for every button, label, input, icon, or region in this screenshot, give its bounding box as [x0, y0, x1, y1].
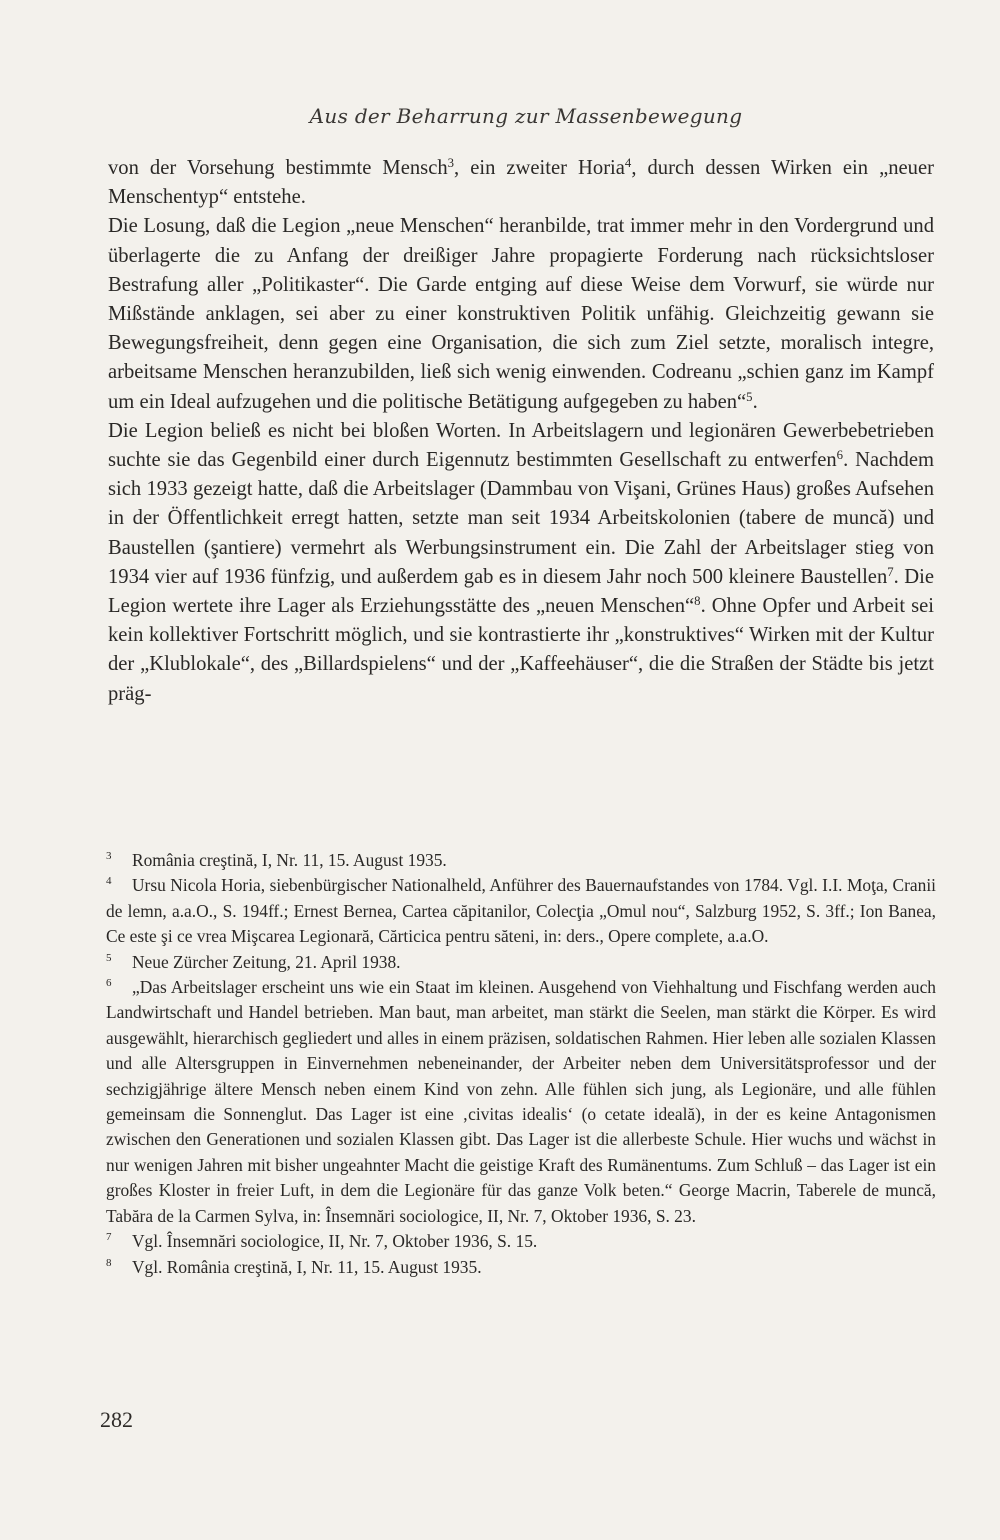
footnote-ref-3[interactable]: 3 — [447, 155, 455, 170]
paragraph-text: , durch dessen Wirken ein „neuer Menschentyp“ entstehe. — [108, 157, 934, 209]
footnote-text: România creştină, I, Nr. 11, 15. August 1935. — [132, 850, 447, 870]
paragraph-text: . Ohne Opfer und Arbeit sei kein kollektiver Fortschritt möglich, und sie kontrastierte ihr „konstruktives“ Wirken mit der Kultur der „Klublokale“, des „Billardspielens“ und der „Kaffeehäuser“, die die Straßen der Städte bis jetzt präg- — [108, 595, 935, 705]
footnote-text: „Das Arbeitslager erscheint uns wie ein Staat im kleinen. Ausgehend von Viehhaltung und Fischfang werden auch Landwirtschaft und Handel betrieben. Man baut, man arbeitet, man stärkt die Seelen, man stärkt die Körper. Es wird ausgewählt, hierarchisch gegliedert und alles in einem präzisen, soldatischen Rahmen. Hier leben alle sozialen Klassen und alle Altersgruppen in Einvernehmen nebeneinander, der Arbeiter neben dem Universitätsprofessor und der sechzigjährige ältere Mensch neben einem Kind von zehn. Alle fühlen sich jung, als Legionäre, und alle fühlen gemeinsam die Sonnenglut. Das Lager ist eine ‚civitas idealis‘ (o cetate ideală), in der es keine Antagonismen zwischen den Generationen und sozialen Klassen gibt. Das Lager ist die allerbeste Schule. Hier wuchs und wächst in nur wenigen Jahren mit bisher ungeahnter Macht die geistige Kraft des Rumänentums. Zum Schluß – das Lager ist ein großes Kloster in freier Luft, in dem die Legionäre für das ganze Volk beten.“ George Macrin, Taberele de muncă, Tabăra de la Carmen Sylva, in: Însemnări sociologice, II, Nr. 7, Oktober 1936, S. 23. — [106, 977, 936, 1226]
footnote-number: 3 — [106, 850, 112, 862]
footnote-5 — [106, 950, 936, 975]
footnote-number: 6 — [106, 977, 112, 990]
paragraph-1 — [108, 154, 934, 212]
paragraph-text: Die Losung, daß die Legion „neue Menschen“ heranbilde, trat immer mehr in den Vordergrund und überlagerte die zu Anfang der dreißiger Jahre propagierte Forderung nach rücksichtsloser Bestrafung aller „Politikaster“. Die Garde entging auf diese Weise dem Vorwurf, sie würde nur Mißstände anklagen, sei aber zu einer konstruktiven Politik unfähig. Gleichzeitig gewann sie Bewegungsfreiheit, denn gegen eine Organisation, die sich zum Ziel setzte, moralisch integre, arbeitsame Menschen heranzubilden, ließ sich wenig einwenden. Codreanu „schien ganz im Kampf um ein Ideal aufzugehen und die politische Betätigung aufgegeben zu haben“ — [108, 215, 934, 413]
paragraph-text: , ein zweiter Horia — [454, 157, 625, 179]
paragraph-2 — [108, 212, 934, 416]
footnote-ref-5[interactable]: 5 — [746, 389, 753, 404]
footnote-text: Vgl. Însemnări sociologice, II, Nr. 7, Oktober 1936, S. 15. — [132, 1231, 538, 1252]
body-text — [108, 154, 934, 709]
running-head-text: Aus der Beharrung zur Massenbewegung — [309, 104, 743, 128]
footnote-ref-4[interactable]: 4 — [624, 155, 632, 170]
footnotes — [106, 848, 936, 1280]
footnote-number: 4 — [106, 875, 112, 888]
footnote-3 — [106, 848, 936, 873]
paragraph-text: . — [752, 390, 758, 413]
footnote-number: 8 — [106, 1256, 112, 1269]
footnote-number: 5 — [106, 951, 112, 964]
footnote-ref-6[interactable]: 6 — [836, 448, 844, 463]
page-number: 282 — [100, 1407, 133, 1432]
paragraph-text: . Nachdem sich 1933 gezeigt hatte, daß die Arbeitslager (Dammbau von Vişani, Grünes Haus) großes Aufsehen in der Öffentlichkeit erregt hatten, setzte man seit 1934 Arbeitskolonien (tabere de muncă) und Baustellen (şantiere) vermehrt als Werbungsinstrument ein. Die Zahl der Arbeitslager stieg von 1934 vier auf 1936 fünfzig, und außerdem gab es in diesem Jahr noch 500 kleinere Baustellen — [108, 449, 934, 588]
footnote-4 — [106, 873, 936, 949]
footnote-text: Ursu Nicola Horia, siebenbürgischer Nationalheld, Anführer des Bauernaufstandes von 1784. Vgl. I.I. Moţa, Cranii de lemn, a.a.O., S. 194ff.; Ernest Bernea, Cartea căpitanilor, Colecţia „Omul nou“, Salzburg 1952, S. 3ff.; Ion Banea, Ce este şi ce vrea Mişcarea Legionară, Cărticica pentru săteni, in: ders., Opere complete, a.a.O. — [106, 875, 936, 947]
footnote-8 — [106, 1255, 936, 1280]
footnote-ref-7[interactable]: 7 — [887, 564, 894, 579]
footnote-number: 7 — [106, 1231, 112, 1244]
footnote-ref-8[interactable]: 8 — [694, 594, 701, 609]
footnote-text: Vgl. România creştină, I, Nr. 11, 15. August 1935. — [132, 1256, 482, 1277]
footnote-6 — [106, 975, 936, 1229]
footnote-text: Neue Zürcher Zeitung, 21. April 1938. — [132, 951, 401, 972]
running-head — [0, 104, 1000, 128]
paragraph-3 — [108, 417, 934, 709]
paragraph-text: Die Legion beließ es nicht bei bloßen Worten. In Arbeitslagern und legionären Gewerbebetrieben suchte sie das Gegenbild einer durch Eigennutz bestimmten Gesellschaft zu entwerfen — [108, 419, 934, 472]
paragraph-text: von der Vorsehung bestimmte Mensch — [108, 157, 448, 179]
footnote-7 — [106, 1229, 936, 1254]
paragraph-text: . Die Legion wertete ihre Lager als Erziehungsstätte des „neuen Menschen“ — [108, 565, 934, 618]
